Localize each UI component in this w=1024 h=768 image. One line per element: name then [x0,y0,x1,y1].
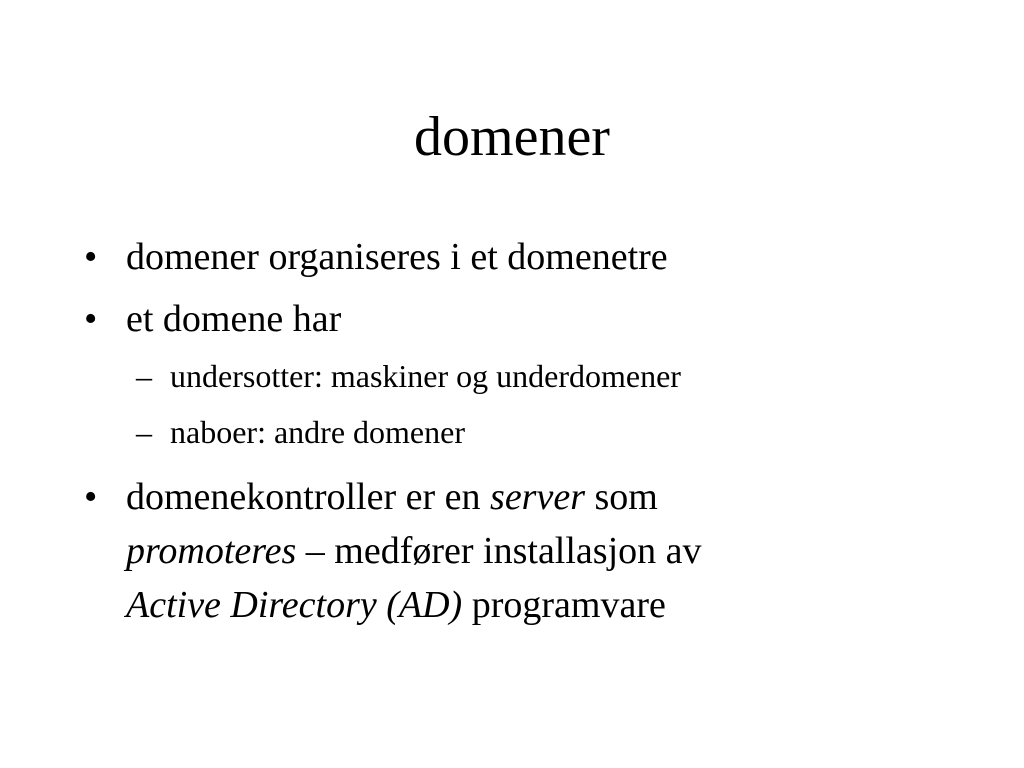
bullet-text-segment: domenekontroller er en [126,476,491,518]
sub-bullet-text: undersotter: maskiner og underdomener [170,358,681,394]
sub-bullet-text: naboer: andre domener [170,414,465,450]
bullet-marker: • [84,236,98,278]
bullet-text: et domene har [126,298,342,340]
sub-bullet-marker: – [136,414,152,450]
bullet-text: domener organiseres i et domenetre [126,236,668,278]
sub-bullet-item [126,404,964,460]
bullet-marker: • [84,298,98,340]
sub-bullet-list [126,348,964,460]
sub-bullet-item [126,348,964,404]
bullet-text-segment: programvare [462,584,666,626]
bullet-item [84,230,964,284]
bullet-text-emphasis: server [490,476,585,518]
bullet-text-segment: – medfører installasjon av [296,530,702,572]
bullet-item [84,292,964,460]
bullet-text-line [126,524,964,578]
bullet-text-line [126,578,964,632]
bullet-item [84,470,964,632]
bullet-text-emphasis: promoteres [126,530,297,572]
bullet-text-line [126,470,964,524]
bullet-marker: • [84,476,98,518]
bullet-text-segment: som [585,476,658,518]
bullet-list [84,230,964,632]
slide-title: domener [414,106,610,168]
bullet-text-emphasis: Active Directory (AD) [126,584,463,626]
sub-bullet-marker: – [136,358,152,394]
